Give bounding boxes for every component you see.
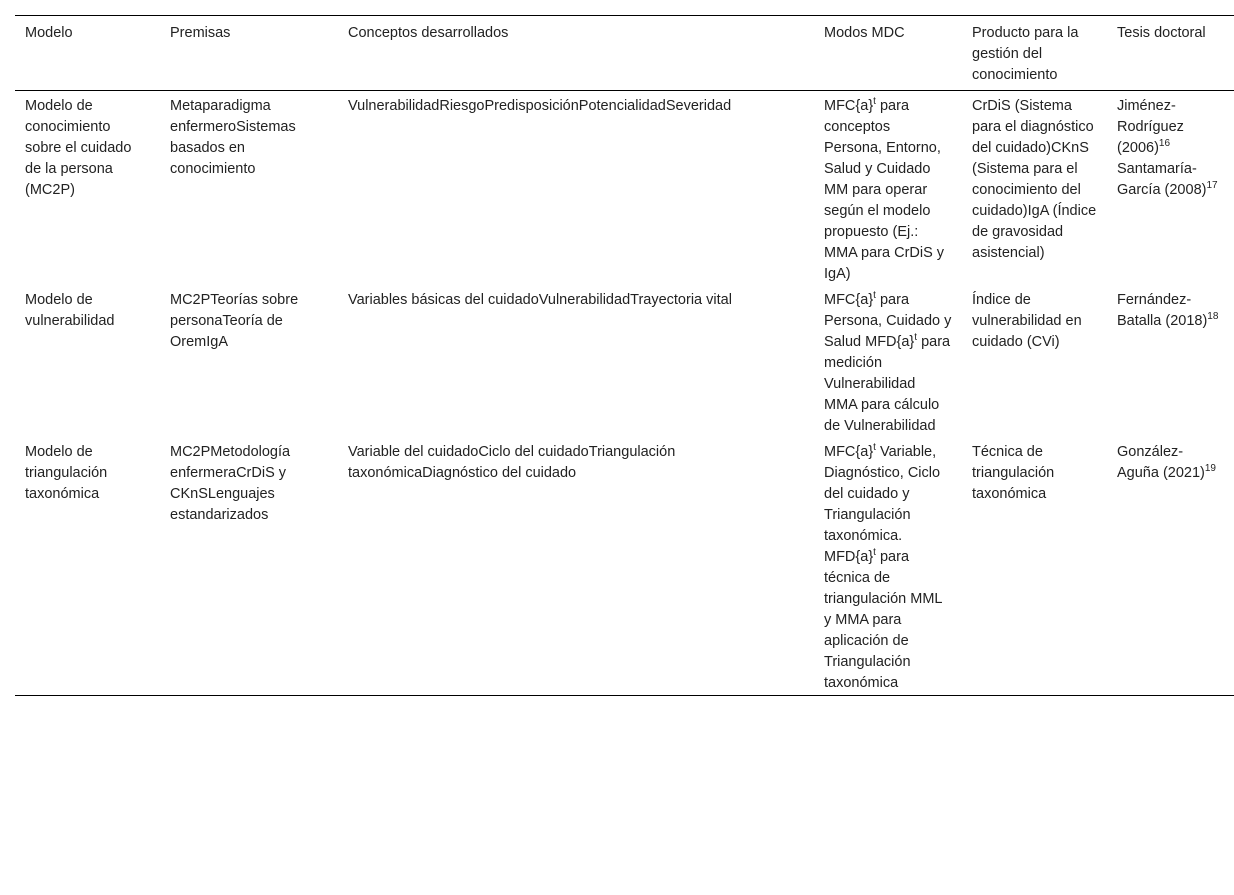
cell-premisas: MC2PMetodología enfermeraCrDiS y CKnSLenguajes estandarizados [170,444,291,523]
modos-text: para conceptos Persona, Entorno, Salud y Cuidado MM para operar según el modelo propuesto (Ej.: MMA para CrDiS y IgA) [824,98,945,282]
cell-conceptos: Variables básicas del cuidadoVulnerabilidadTrayectoria vital [348,292,732,308]
header-modos: Modos MDC [824,25,905,41]
cell-producto: Índice de vulnerabilidad en cuidado (CVi) [972,292,1082,350]
cell-premisas: Metaparadigma enfermeroSistemas basados en conocimiento [170,98,296,177]
reference-sup: 19 [1204,463,1216,475]
modos-text: MFC{a} [824,444,874,460]
modos-sup: t [873,96,876,108]
cell-producto: CrDiS (Sistema para el diagnóstico del cuidado)CKnS (Sistema para el conocimiento del cuidado)IgA (Índice de gravosidad asistencial) [972,98,1097,261]
reference-sup: 18 [1207,311,1219,323]
table-row [15,286,1234,438]
reference-sup: 16 [1158,138,1171,150]
table-container [15,15,1234,696]
modos-text: Variable, Diagnóstico, Ciclo del cuidado y Triangulación taxonómica. MFD{a} [824,444,941,565]
cell-producto: Técnica de triangulación taxonómica [972,444,1055,502]
table-body [15,91,1234,696]
header-producto: Producto para la gestión del conocimiento [972,25,1079,83]
tesis-text: González-Aguña (2021) [1117,444,1205,481]
header-modelo: Modelo [25,25,73,41]
modos-text: para medición Vulnerabilidad MMA para cálculo de Vulnerabilidad [824,334,951,434]
header-tesis: Tesis doctoral [1117,25,1206,41]
modos-text: para Persona, Cuidado y Salud MFD{a} [824,292,952,350]
cell-tesis [1107,91,1234,287]
table-header [15,16,1234,91]
modos-text: MFC{a} [824,292,874,308]
tesis-text: Fernández-Batalla (2018) [1117,292,1208,329]
cell-premisas: MC2PTeorías sobre personaTeoría de OremIgA [170,292,299,350]
header-conceptos: Conceptos desarrollados [348,25,509,41]
reference-sup: 17 [1206,180,1218,192]
cell-conceptos: Variable del cuidadoCiclo del cuidadoTriangulación taxonómicaDiagnóstico del cuidado [348,444,676,481]
modos-text: MFC{a} [824,98,874,114]
modos-sup: t [873,547,876,559]
table-row [15,438,1234,696]
cell-conceptos: VulnerabilidadRiesgoPredisposiciónPotencialidadSeveridad [348,98,732,114]
modos-sup: t [914,332,918,344]
cell-modelo: Modelo de vulnerabilidad [25,292,115,329]
tesis-text: Santamaría-García (2008) [1117,161,1207,198]
table-row [15,91,1234,287]
modos-sup: t [873,442,876,454]
cell-tesis [1107,286,1234,438]
tesis-text: Jiménez-Rodríguez (2006) [1117,98,1184,156]
models-table [15,15,1234,696]
cell-modos [814,286,962,438]
header-premisas: Premisas [170,25,231,41]
modos-text: para técnica de triangulación MML y MMA para aplicación de Triangulación taxonómica [824,549,942,691]
header-row [15,16,1234,91]
cell-modelo: Modelo de conocimiento sobre el cuidado de la persona (MC2P) [25,98,132,198]
cell-modos [814,91,962,287]
cell-modos [814,438,962,696]
cell-modelo: Modelo de triangulación taxonómica [25,444,108,502]
cell-tesis [1107,438,1234,696]
modos-sup: t [873,290,876,302]
